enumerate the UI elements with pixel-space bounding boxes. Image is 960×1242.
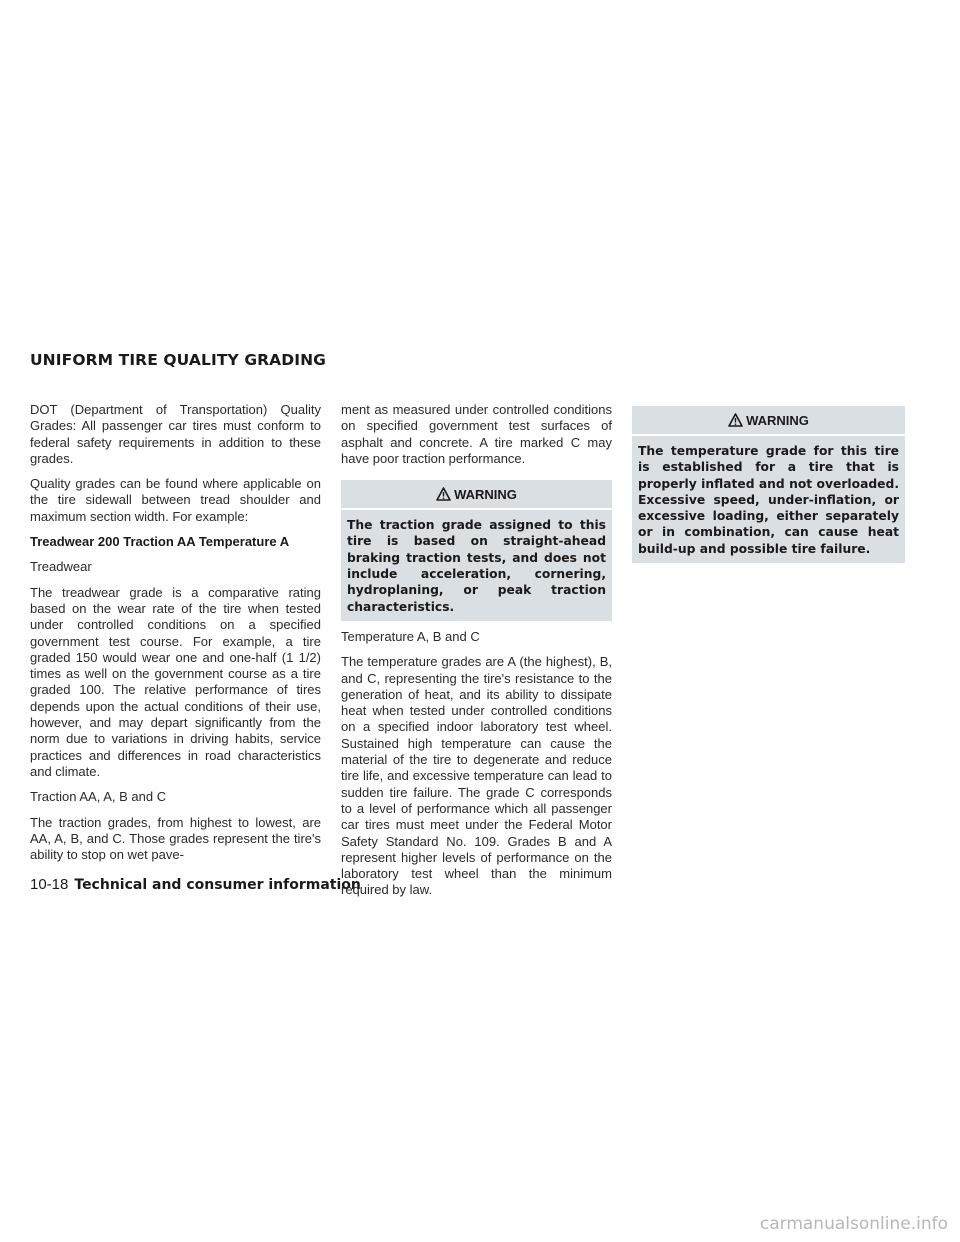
subheading-temperature: Temperature A, B and C	[341, 628, 480, 644]
column-2	[341, 402, 612, 908]
warning-box-traction	[341, 480, 612, 621]
warning-title: WARNING	[746, 412, 809, 428]
paragraph: The temperature grades are A (the highest), B, and C, representing the tire's resistance to the generation of heat, and its ability to dissipate heat when tested under controlled conditions on a specified indoor laboratory test wheel. Sustained high temperature can cause the material of the tire to degenerate and reduce tire life, and excessive temperature can lead to sudden tire failure. The grade C corresponds to a level of performance which all passenger car tires must meet under the Federal Motor Safety Standard No. 109. Grades B and A represent higher levels of performance on the laboratory test wheel than the minimum required by law.	[341, 654, 612, 898]
warning-header	[632, 406, 905, 436]
example-heading: Treadwear 200 Traction AA Temperature A	[30, 534, 290, 550]
column-1	[30, 402, 321, 872]
page-footer	[30, 876, 361, 893]
warning-header	[341, 480, 612, 510]
paragraph: Quality grades can be found where applicable on the tire sidewall between tread shoulder and maximum section width. For example:	[30, 476, 321, 524]
section-title: UNIFORM TIRE QUALITY GRADING	[30, 351, 327, 369]
page-number: 10-18	[30, 876, 69, 893]
warning-text: The temperature grade for this tire is established for a tire that is properly inflated and not overloaded. Excessive speed, under-inflation, or excessive loading, either separately or in combination, can cause heat build-up and possible tire failure.	[638, 444, 899, 556]
subheading-traction: Traction AA, A, B and C	[30, 789, 167, 805]
paragraph: The traction grades, from highest to lowest, are AA, A, B, and C. Those grades represent the tire's ability to stop on wet pave-	[30, 814, 321, 863]
warning-text: The traction grade assigned to this tire is based on straight-ahead braking traction tests, and does not include acceleration, cornering, hydroplaning, or peak traction characteristics.	[347, 518, 606, 614]
warning-triangle-icon	[728, 413, 743, 427]
paragraph: DOT (Department of Transportation) Quality Grades: All passenger car tires must conform to federal safety requirements in addition to these grades.	[30, 402, 321, 466]
column-3	[632, 406, 905, 563]
warning-title: WARNING	[454, 486, 517, 502]
warning-box-temperature	[632, 406, 905, 563]
chapter-title: Technical and consumer information	[74, 877, 361, 893]
warning-triangle-icon	[436, 487, 451, 501]
watermark: carmanualsonline.info	[759, 1214, 948, 1234]
paragraph: The treadwear grade is a comparative rating based on the wear rate of the tire when tested under controlled conditions on a specified government test course. For example, a tire graded 150 would wear one and one-half (1 1/2) times as well on the government course as a tire graded 100. The relative performance of tires depends upon the actual conditions of their use, however, and may depart significantly from the norm due to variations in driving habits, service practices and differences in road characteristics and climate.	[30, 584, 321, 779]
paragraph: ment as measured under controlled conditions on specified government test surfaces of asphalt and concrete. A tire marked C may have poor traction performance.	[341, 402, 612, 466]
subheading-treadwear: Treadwear	[30, 559, 92, 575]
